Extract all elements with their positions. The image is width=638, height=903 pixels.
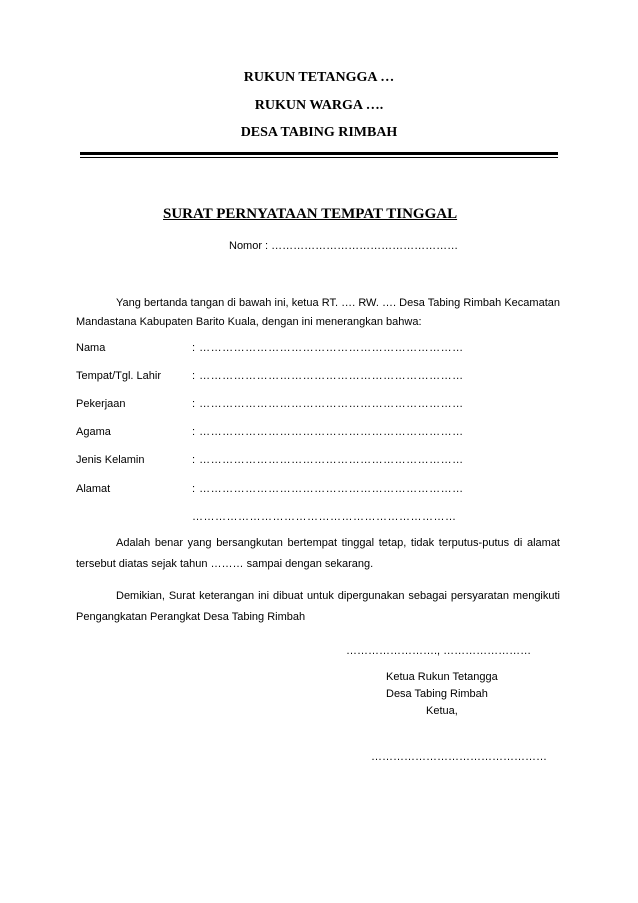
signature-title-line-3: Ketua, <box>426 705 458 717</box>
field-value: : …………………………………………………………… <box>192 426 464 438</box>
signature-title-line-2: Desa Tabing Rimbah <box>386 688 488 700</box>
header-rule-thick <box>80 152 558 155</box>
field-alamat-line-2: …………………………………………………………… <box>192 511 457 523</box>
intro-line-2: Mandastana Kabupaten Barito Kuala, dengan ini menerangkan bahwa: <box>76 316 422 328</box>
field-label: Pekerjaan <box>76 398 126 410</box>
field-value: : …………………………………………………………… <box>192 342 464 354</box>
field-label: Nama <box>76 342 106 354</box>
field-value: : …………………………………………………………… <box>192 454 464 466</box>
header-line-rw: RUKUN WARGA …. <box>254 98 384 113</box>
closing-line-2: Pengangkatan Perangkat Desa Tabing Rimbah <box>76 611 306 623</box>
statement-line-2: tersebut diatas sejak tahun ……… sampai dengan sekarang. <box>76 558 374 570</box>
header-rule-thin <box>80 157 558 158</box>
field-value: : …………………………………………………………… <box>192 398 464 410</box>
field-label: Agama <box>76 426 111 438</box>
signature-title-line-1: Ketua Rukun Tetangga <box>386 671 498 683</box>
field-label: Tempat/Tgl. Lahir <box>76 370 161 382</box>
document-title: SURAT PERNYATAAN TEMPAT TINGGAL <box>163 206 458 222</box>
header-line-desa: DESA TABING RIMBAH <box>240 125 398 140</box>
signature-name-line: ………………………………………… <box>371 751 547 763</box>
field-label: Alamat <box>76 483 111 495</box>
statement-line-1: Adalah benar yang bersangkutan bertempat tinggal tetap, tidak terputus-putus di alamat <box>116 537 560 549</box>
closing-line-1: Demikian, Surat keterangan ini dibuat untuk dipergunakan sebagai persyaratan mengikuti <box>116 590 560 602</box>
intro-line-1: Yang bertanda tangan di bawah ini, ketua RT. …. RW. …. Desa Tabing Rimbah Kecamatan <box>116 297 560 309</box>
field-value: : …………………………………………………………… <box>192 483 464 495</box>
header-line-rt: RUKUN TETANGGA … <box>243 70 395 85</box>
field-label: Jenis Kelamin <box>76 454 145 466</box>
nomor-line: Nomor : …………………………………………… <box>229 240 459 252</box>
field-value: : …………………………………………………………… <box>192 370 464 382</box>
place-date-line: ……………………., …………………… <box>346 645 532 657</box>
